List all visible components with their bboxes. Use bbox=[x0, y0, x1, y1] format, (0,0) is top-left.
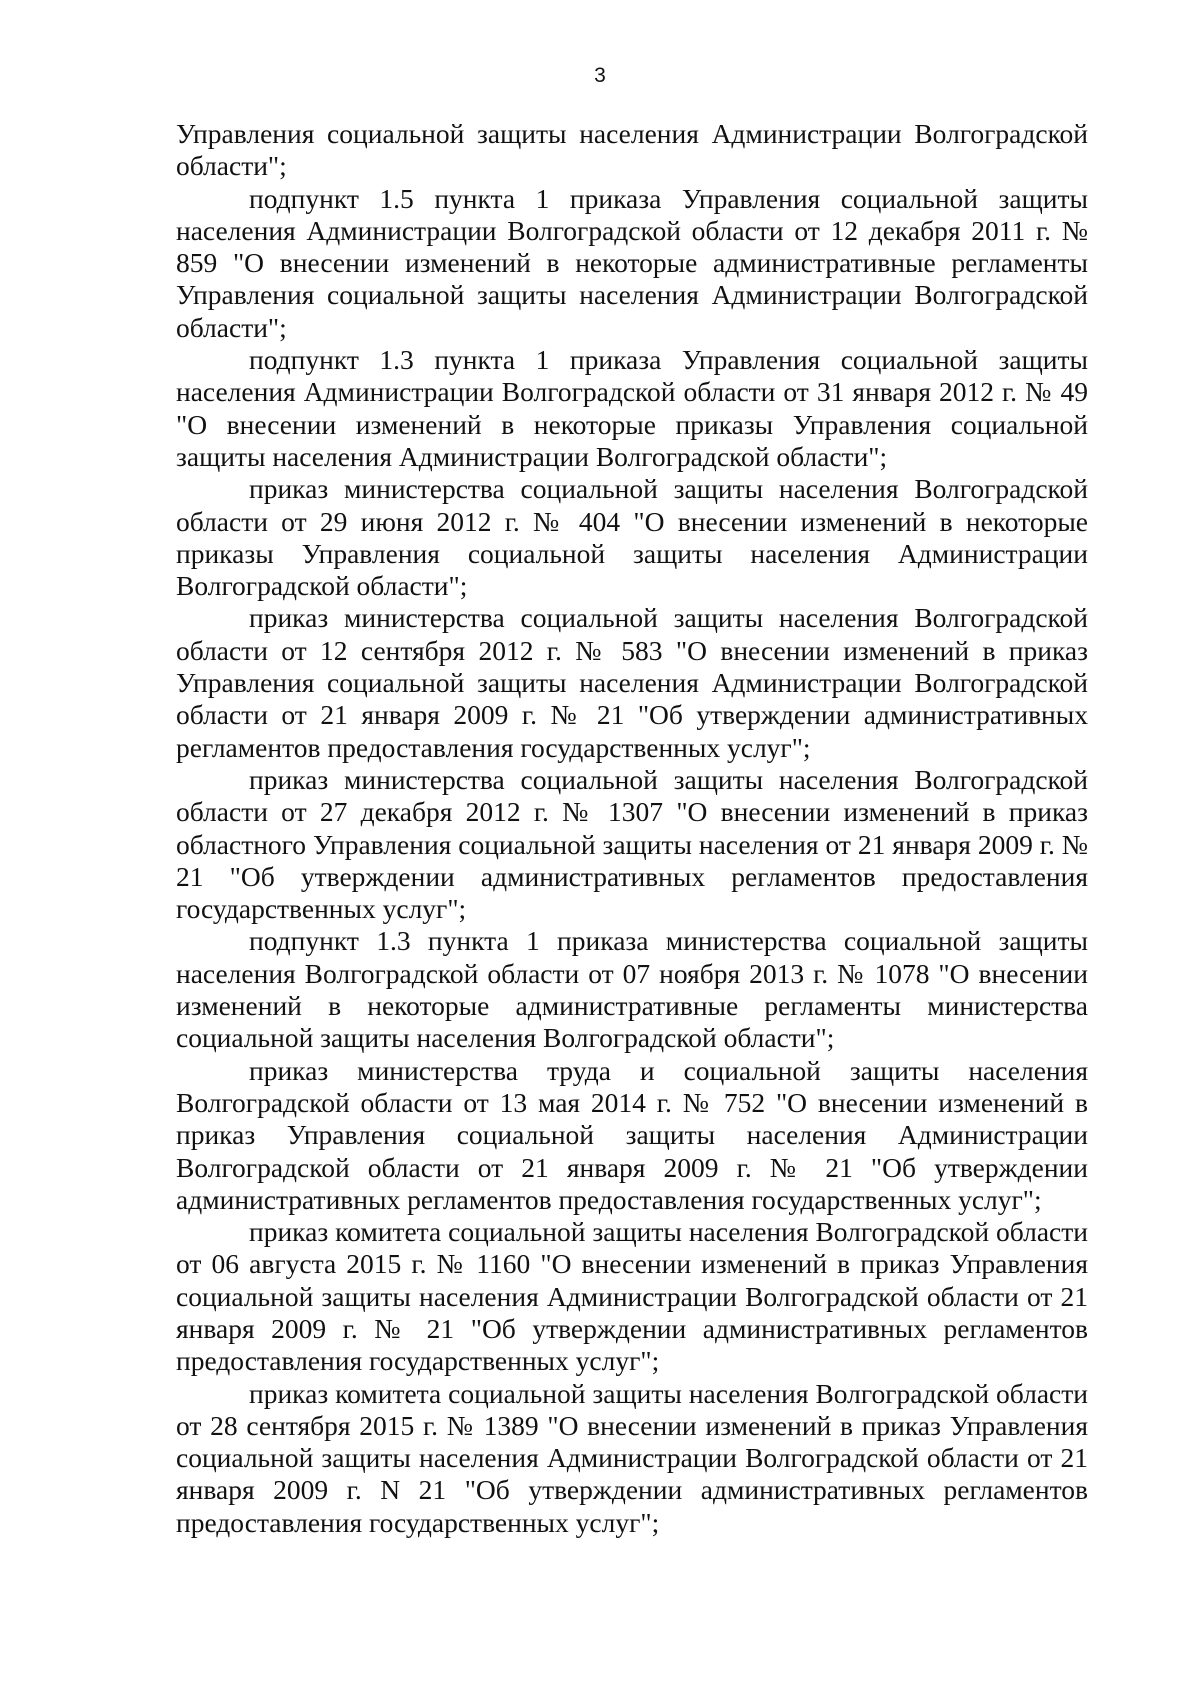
paragraph: приказ комитета социальной защиты населения Волгоградской области от 28 сентября 2015 г. № 1389 "О внесении изменений в приказ Управления социальной защиты населения Администрации Волгоградской области от 21 января 2009 г. N 21 "Об утверждении административных регламентов предоставления государственных услуг"; bbox=[176, 1377, 1088, 1538]
document-body bbox=[176, 118, 1088, 1539]
paragraph: Управления социальной защиты населения Администрации Волгоградской области"; bbox=[176, 118, 1088, 182]
paragraph: подпункт 1.3 пункта 1 приказа Управления социальной защиты населения Администрации Волгоградской области от 31 января 2012 г. № 49 "О внесении изменений в некоторые приказы Управления социальной защиты населения Администрации Волгоградской области"; bbox=[176, 344, 1088, 472]
paragraph: подпункт 1.5 пункта 1 приказа Управления социальной защиты населения Администрации Волгоградской области от 12 декабря 2011 г. № 859 "О внесении изменений в некоторые административные регламенты Управления социальной защиты населения Администрации Волгоградской области"; bbox=[176, 182, 1088, 343]
paragraph: приказ министерства социальной защиты населения Волгоградской области от 27 декабря 2012 г. № 1307 "О внесении изменений в приказ областного Управления социальной защиты населения от 21 января 2009 г. № 21 "Об утверждении административных регламентов предоставления государственных услуг"; bbox=[176, 763, 1088, 925]
paragraph: приказ министерства труда и социальной защиты населения Волгоградской области от 13 мая 2014 г. № 752 "О внесении изменений в приказ Управления социальной защиты населения Администрации Волгоградской области от 21 января 2009 г. № 21 "Об утверждении административных регламентов предоставления государственных услуг"; bbox=[176, 1054, 1088, 1215]
paragraph: подпункт 1.3 пункта 1 приказа министерства социальной защиты населения Волгоградской области от 07 ноября 2013 г. № 1078 "О внесении изменений в некоторые административные регламенты министерства социальной защиты населения Волгоградской области"; bbox=[176, 925, 1088, 1054]
paragraph: приказ министерства социальной защиты населения Волгоградской области от 29 июня 2012 г. № 404 "О внесении изменений в некоторые приказы Управления социальной защиты населения Администрации Волгоградской области"; bbox=[176, 473, 1088, 602]
paragraph: приказ комитета социальной защиты населения Волгоградской области от 06 августа 2015 г. № 1160 "О внесении изменений в приказ Управления социальной защиты населения Администрации Волгоградской области от 21 января 2009 г. № 21 "Об утверждении административных регламентов предоставления государственных услуг"; bbox=[176, 1216, 1088, 1377]
page-number: 3 bbox=[594, 64, 606, 87]
paragraph: приказ министерства социальной защиты населения Волгоградской области от 12 сентября 2012 г. № 583 "О внесении изменений в приказ Управления социальной защиты населения Администрации Волгоградской области от 21 января 2009 г. № 21 "Об утверждении административных регламентов предоставления государственных услуг"; bbox=[176, 602, 1088, 763]
